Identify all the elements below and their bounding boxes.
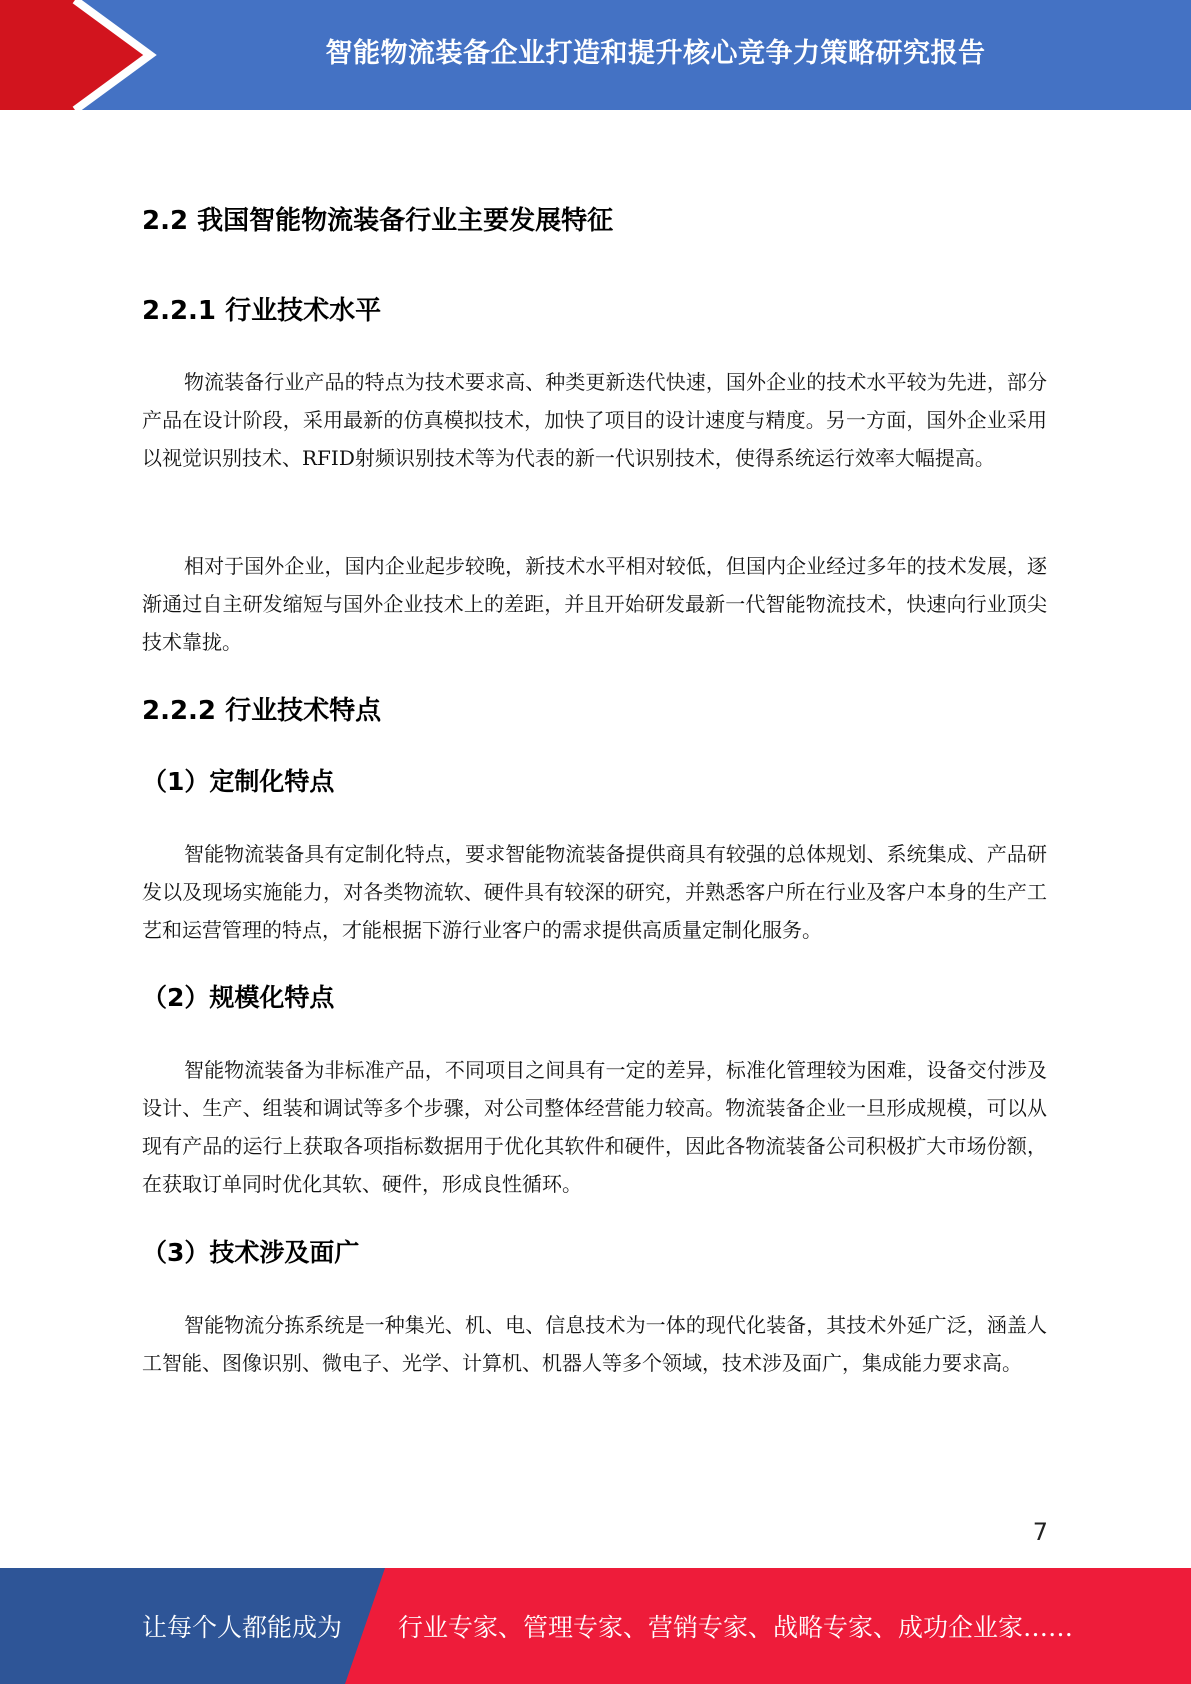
paragraph-scale: 智能物流装备为非标准产品，不同项目之间具有一定的差异，标准化管理较为困难，设备交付涉及设计、生产、组装和调试等多个步骤，对公司整体经营能力较高。物流装备企业一旦形成规模，可以从现有产品的运行上获取各项指标数据用于优化其软件和硬件，因此各物流装备公司积极扩大市场份额，在获取订单同时优化其软、硬件，形成良性循环。 [142,1058,1047,1196]
footer-slogan-left: 让每个人都能成为 [142,1613,343,1642]
section-heading-2-2-2: 2.2.2 行业技术特点 [142,696,382,726]
footer-slogan-right: 行业专家、管理专家、营销专家、战略专家、成功企业家…… [398,1613,1074,1642]
subheading-scale: （2）规模化特点 [142,983,335,1012]
page-footer [0,1568,1191,1684]
paragraph-tech-level-2: 相对于国外企业，国内企业起步较晚，新技术水平相对较低，但国内企业经过多年的技术发展，逐渐通过自主研发缩短与国外企业技术上的差距，并且开始研发最新一代智能物流技术，快速向行业顶尖技术靠拢。 [142,554,1047,654]
report-title: 智能物流装备企业打造和提升核心竞争力策略研究报告 [325,37,986,69]
paragraph-broad-tech: 智能物流分拣系统是一种集光、机、电、信息技术为一体的现代化装备，其技术外延广泛，涵盖人工智能、图像识别、微电子、光学、计算机、机器人等多个领域，技术涉及面广，集成能力要求高。 [142,1313,1047,1375]
header-red-chevron [0,0,160,110]
section-heading-2-2-1: 2.2.1 行业技术水平 [142,296,382,326]
section-heading-2-2: 2.2 我国智能物流装备行业主要发展特征 [142,206,614,236]
subheading-broad-tech: （3）技术涉及面广 [142,1238,360,1267]
paragraph-customization: 智能物流装备具有定制化特点，要求智能物流装备提供商具有较强的总体规划、系统集成、产品研发以及现场实施能力，对各类物流软、硬件具有较深的研究，并熟悉客户所在行业及客户本身的生产工艺和运营管理的特点，才能根据下游行业客户的需求提供高质量定制化服务。 [142,842,1047,942]
subheading-customization: （1）定制化特点 [142,767,335,796]
page-header [0,0,1191,110]
paragraph-tech-level-1: 物流装备行业产品的特点为技术要求高、种类更新迭代快速，国外企业的技术水平较为先进，部分产品在设计阶段，采用最新的仿真模拟技术，加快了项目的设计速度与精度。另一方面，国外企业采用以视觉识别技术、RFID射频识别技术等为代表的新一代识别技术，使得系统运行效率大幅提高。 [142,370,1047,470]
page-number: 7 [1032,1518,1048,1546]
